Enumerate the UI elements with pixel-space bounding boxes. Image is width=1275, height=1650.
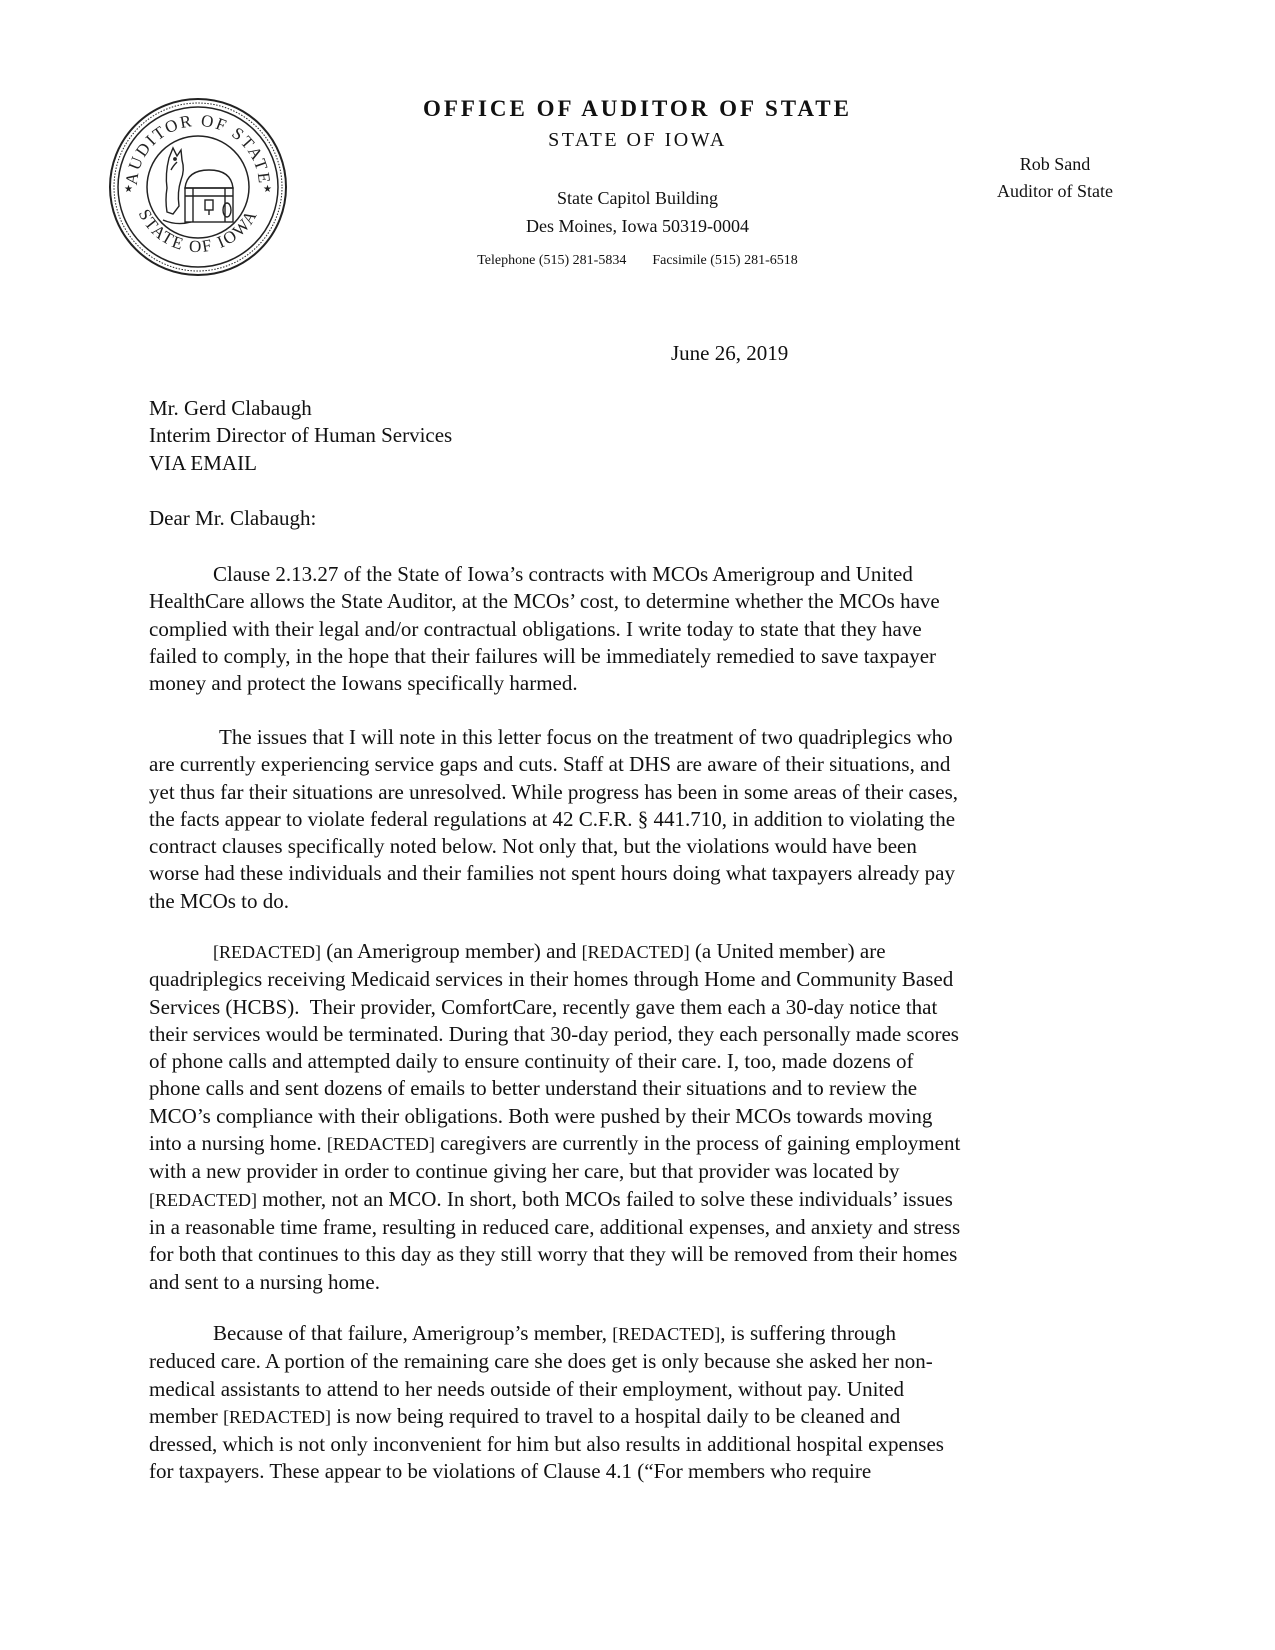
paragraph-line: Clause 2.13.27 of the State of Iowa’s contracts with MCOs Amerigroup and United	[213, 562, 913, 586]
line-text: into a nursing home.	[149, 1131, 327, 1156]
paragraph-line: in a reasonable time frame, resulting in reduced care, additional expenses, and anxiety and stress	[149, 1214, 961, 1239]
seal-top-text: AUDITOR OF STATE	[121, 110, 275, 187]
paragraph-line	[149, 938, 1129, 966]
paragraph-line: reduced care. A portion of the remaining care she does get is only because she asked her non-	[149, 1349, 933, 1374]
paragraph-line: quadriplegics receiving Medicaid services in their homes through Home and Community Based	[149, 967, 954, 992]
auditor-name: Rob Sand	[1019, 154, 1091, 174]
paragraph-line: for taxpayers. These appear to be violations of Clause 4.1 (“For members who require	[149, 1459, 872, 1484]
redacted-marker: [REDACTED]	[581, 942, 690, 962]
telephone-number: Telephone (515) 281-5834	[477, 253, 627, 268]
paragraph-line: complied with their legal and/or contractual obligations. I write today to state that they have	[149, 616, 922, 641]
office-title: OFFICE OF AUDITOR OF STATE	[422, 96, 852, 121]
redacted-marker: [REDACTED]	[213, 942, 321, 962]
line-text: (a United member) are	[689, 939, 886, 963]
paragraph-line: worse had these individuals and their families not spent hours doing what taxpayers already pay	[149, 861, 955, 886]
line-text: (an Amerigroup member) and	[320, 939, 582, 963]
paragraph-line: for both that continues to this day as they still worry that they will be removed from their homes	[149, 1242, 958, 1267]
seal-star-right: ★	[263, 184, 272, 195]
paragraph-line: their services would be terminated. During that 30-day period, they each personally made scores	[149, 1021, 959, 1046]
paragraph-line: phone calls and sent dozens of emails to better understand their situations and to review the	[149, 1076, 918, 1101]
line-text: is now being required to travel to a hospital daily to be cleaned and	[331, 1403, 901, 1428]
paragraph-line	[149, 1186, 1129, 1214]
redacted-marker: [REDACTED]	[149, 1189, 257, 1210]
contact-numbers	[0, 253, 1275, 269]
state-title: STATE OF IOWA	[548, 129, 727, 151]
paragraph-line: The issues that I will note in this letter focus on the treatment of two quadriplegics who	[219, 725, 953, 749]
line-text: mother, not an MCO. In short, both MCOs failed to solve these individuals’ issues	[256, 1186, 953, 1211]
paragraph-3	[149, 938, 1129, 1296]
paragraph-line: the facts appear to violate federal regulations at 42 C.F.R. § 441.710, in addition to violating the	[149, 806, 956, 831]
salutation: Dear Mr. Clabaugh:	[149, 506, 317, 530]
line-text: caregivers are currently in the process of gaining employment	[434, 1131, 961, 1156]
recipient-name: Mr. Gerd Clabaugh	[149, 396, 312, 420]
auditor-title: Auditor of State	[997, 181, 1113, 201]
auditor-seal	[107, 96, 289, 278]
line-text: , is suffering through	[720, 1321, 896, 1345]
paragraph-line: yet thus far their situations are unresolved. While progress has been in some areas of their cases,	[149, 779, 959, 804]
letter-date: June 26, 2019	[671, 341, 789, 365]
line-text: member	[149, 1403, 224, 1428]
paragraph-line: dressed, which is not only inconvenient for him but also results in additional hospital expenses	[149, 1432, 944, 1457]
recipient-delivery: VIA EMAIL	[149, 450, 257, 475]
seal-bottom-text: STATE OF IOWA	[134, 205, 262, 257]
address-line-2: Des Moines, Iowa 50319-0004	[526, 216, 749, 236]
recipient-title: Interim Director of Human Services	[149, 423, 453, 448]
paragraph-line: failed to comply, in the hope that their failures will be immediately remedied to save taxpayer	[149, 643, 937, 668]
paragraph-line	[149, 1403, 1129, 1431]
line-text: Because of that failure, Amerigroup’s member,	[213, 1321, 613, 1345]
paragraph-line: medical assistants to attend to her needs outside of their employment, without pay. United	[149, 1376, 905, 1401]
paragraph-1	[149, 561, 1129, 697]
paragraph-line: Services (HCBS). Their provider, ComfortCare, recently gave them each a 30-day notice that	[149, 994, 938, 1019]
paragraph-line: are currently experiencing service gaps and cuts. Staff at DHS are aware of their situations, and	[149, 752, 951, 777]
recipient-block	[149, 395, 1129, 477]
paragraph-line: HealthCare allows the State Auditor, at the MCOs’ cost, to determine whether the MCOs have	[149, 589, 940, 614]
paragraph-4	[149, 1320, 1129, 1486]
seal-star-left: ★	[124, 184, 133, 195]
redacted-marker: [REDACTED]	[223, 1406, 332, 1427]
redacted-marker: [REDACTED]	[326, 1134, 435, 1155]
paragraph-line: the MCOs to do.	[149, 888, 290, 913]
paragraph-line: contract clauses specifically noted below. Not only that, but the violations would have been	[149, 834, 917, 859]
facsimile-number: Facsimile (515) 281-6518	[652, 253, 798, 268]
paragraph-line: MCO’s compliance with their obligations. Both were pushed by their MCOs towards moving	[149, 1103, 933, 1128]
redacted-marker: [REDACTED]	[612, 1324, 721, 1344]
address-line-1: State Capitol Building	[557, 188, 718, 208]
paragraph-line	[149, 1130, 1129, 1158]
paragraph-line: and sent to a nursing home.	[149, 1269, 380, 1294]
paragraph-line: of phone calls and attempted daily to ensure continuity of their care. I, too, made dozens of	[149, 1049, 914, 1074]
paragraph-line: money and protect the Iowans specifically harmed.	[149, 671, 578, 696]
paragraph-2	[149, 724, 1129, 915]
paragraph-line	[149, 1320, 1129, 1348]
paragraph-line: with a new provider in order to continue giving her care, but that provider was located by	[149, 1159, 900, 1184]
